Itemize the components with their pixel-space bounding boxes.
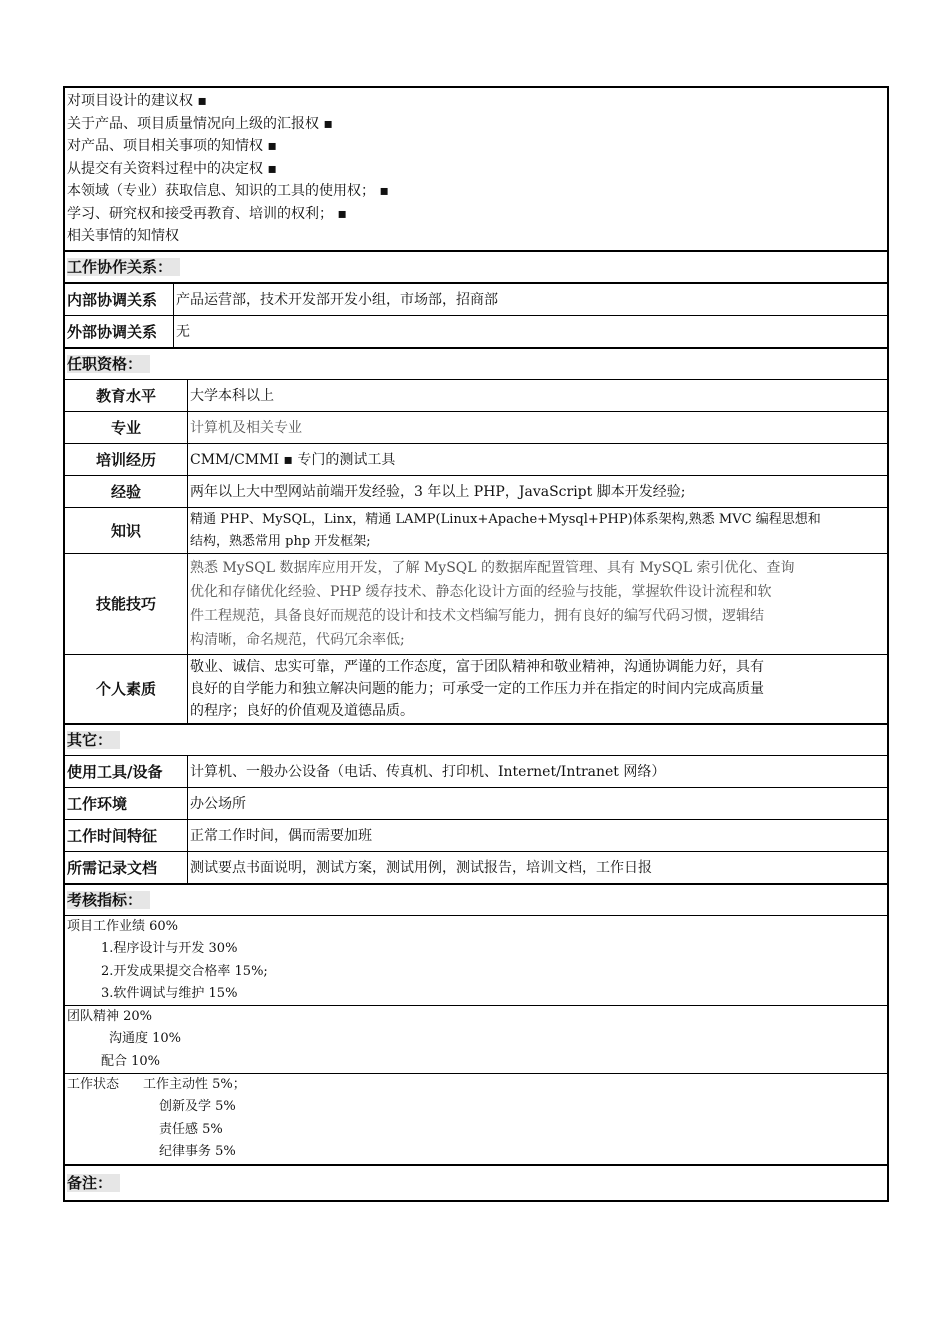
project-performance-item: 3.软件调试与维护 15% [101,986,238,1001]
assessment-heading-text: 考核指标： [67,891,150,909]
remarks-heading [65,1165,887,1200]
team-spirit-title: 团队精神 20% [67,1008,153,1024]
personal-quality-row [65,655,887,725]
documents-value: 测试要点书面说明，测试方案，测试用例，测试报告，培训文档，工作日报 [190,860,652,876]
personal-quality-label: 个人素质 [65,655,188,723]
skills-line: 构清晰，命名规范，代码冗余率低; [190,631,405,648]
knowledge-line: 精通 PHP、MySQL，Linx，精通 LAMP(Linux+Apache+Mysql+PHP)体系架构,熟悉 MVC 编程思想和 [190,511,821,527]
experience-value: 两年以上大中型网站前端开发经验，3 年以上 PHP，JavaScript 脚本开发经验; [190,484,686,500]
documents-label: 所需记录文档 [65,852,188,883]
team-spirit-item: 配合 10% [101,1053,161,1069]
work-status-block [65,1074,887,1165]
authority-line: 从提交有关资料过程中的决定权 ▪ [67,160,277,177]
authority-section [65,88,887,251]
experience-row [65,476,887,508]
personal-quality-line: 的程序；良好的价值观及道德品质。 [190,702,414,719]
project-performance-title: 项目工作业绩 60% [67,918,179,934]
project-performance-item: 1.程序设计与开发 30% [101,941,238,956]
job-description-table [63,86,889,1202]
authority-line: 对项目设计的建议权 ▪ [67,93,207,109]
project-performance-item: 2.开发成果提交合格率 15%; [101,963,268,979]
education-row [65,380,887,412]
education-value: 大学本科以上 [190,388,274,404]
qualification-heading [65,349,887,380]
authority-line: 对产品、项目相关事项的知情权 ▪ [67,138,277,154]
tools-label: 使用工具/设备 [65,756,188,787]
tools-row [65,756,887,788]
major-value: 计算机及相关专业 [190,420,302,436]
education-label: 教育水平 [65,380,188,411]
authority-line: 本领域（专业）获取信息、知识的工具的使用权； ▪ [67,183,389,199]
knowledge-line: 结构，熟悉常用 php 开发框架; [190,534,371,549]
personal-quality-line: 良好的自学能力和独立解决问题的能力；可承受一定的工作压力并在指定的时间内完成高质量 [190,680,764,697]
remarks-heading-text: 备注： [67,1174,120,1192]
skills-label: 技能技巧 [65,554,188,654]
project-performance-block [65,916,887,1006]
skills-row [65,554,887,655]
knowledge-value [188,508,887,553]
skills-line: 件工程规范，具备良好而规范的设计和技术文档编写能力，拥有良好的编写代码习惯，逻辑结 [190,607,764,624]
qualification-heading-text: 任职资格： [67,355,150,373]
training-row [65,444,887,476]
cooperation-heading-text: 工作协作关系： [67,258,180,276]
skills-line: 优化和存储优化经验、PHP 缓存技术、静态化设计方面的经验与技能，掌握软件设计流程和软 [190,583,772,600]
experience-label: 经验 [65,476,188,507]
personal-quality-value [188,655,887,723]
personal-quality-line: 敬业、诚信、忠实可靠，严谨的工作态度，富于团队精神和敬业精神，沟通协调能力好，具有 [190,658,764,675]
team-spirit-item: 沟通度 10% [109,1031,182,1046]
internal-coordination-value: 产品运营部，技术开发部开发小组，市场部，招商部 [176,292,498,308]
authority-line: 关于产品、项目质量情况向上级的汇报权 ▪ [67,115,333,132]
training-value: CMM/CMMI ▪ 专门的测试工具 [190,452,396,468]
external-coordination-value: 无 [176,324,190,340]
authority-line: 相关事情的知情权 [67,228,179,244]
work-time-row [65,820,887,852]
internal-coordination-row [65,284,887,316]
other-heading-text: 其它： [67,731,120,749]
work-time-value: 正常工作时间，偶而需要加班 [190,828,372,844]
work-time-label: 工作时间特征 [65,820,188,851]
work-status-item: 工作主动性 5%； [143,1076,246,1092]
skills-value [188,554,887,654]
work-status-item: 创新及学 5% [159,1099,236,1114]
environment-row [65,788,887,820]
environment-label: 工作环境 [65,788,188,819]
cooperation-heading [65,251,887,284]
knowledge-row [65,508,887,554]
work-status-title: 工作状态 [67,1076,120,1092]
documents-row [65,852,887,885]
work-status-item: 纪律事务 5% [159,1144,236,1159]
internal-coordination-label: 内部协调关系 [65,284,174,315]
knowledge-label: 知识 [65,508,188,553]
major-row [65,412,887,444]
major-label: 专业 [65,412,188,443]
work-status-item: 责任感 5% [159,1121,223,1137]
skills-line: 熟悉 MySQL 数据库应用开发，了解 MySQL 的数据库配置管理、具有 MySQL 索引优化、查询 [190,559,795,576]
training-label: 培训经历 [65,444,188,475]
environment-value: 办公场所 [190,796,246,812]
team-spirit-block [65,1006,887,1074]
work-status-title-line [65,1074,887,1097]
tools-value: 计算机、一般办公设备（电话、传真机、打印机、Internet/Intranet 网络） [190,764,666,780]
authority-line: 学习、研究权和接受再教育、培训的权利； ▪ [67,205,347,222]
external-coordination-label: 外部协调关系 [65,316,174,347]
other-heading [65,725,887,756]
external-coordination-row [65,316,887,349]
assessment-heading [65,885,887,916]
